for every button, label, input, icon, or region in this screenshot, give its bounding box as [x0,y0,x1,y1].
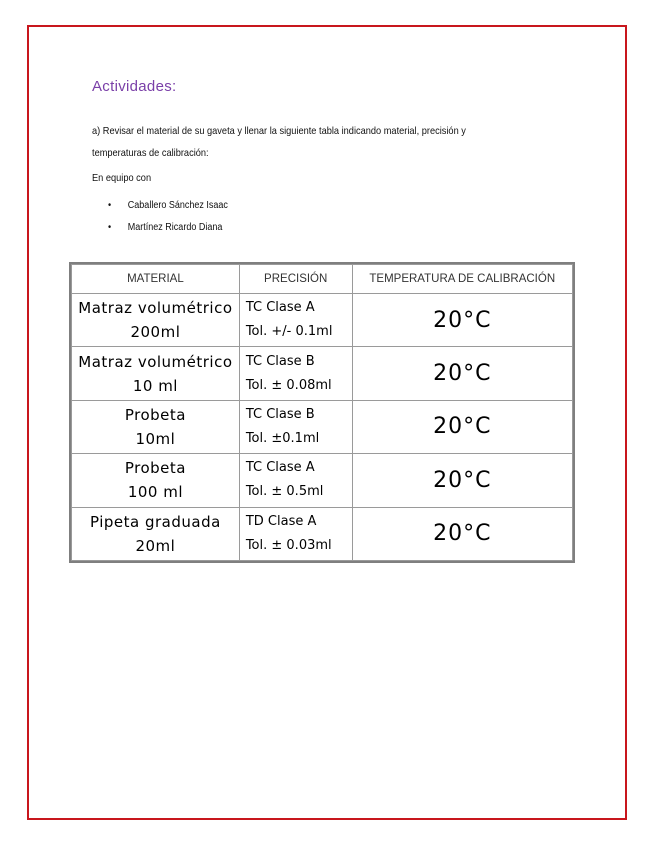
precision-class: TD Clase A [245,513,317,529]
instruction-text: a) Revisar el material de su gaveta y llenar la siguiente tabla indicando material, precisión y temperaturas de calibración: [92,125,466,159]
temperature-cell [352,294,572,347]
material-volume: 100 ml [127,483,183,502]
temperature-value: 20°C [433,361,492,387]
precision-cell [239,507,352,560]
header-material: MATERIAL [72,265,240,294]
team-label: En equipo con [92,172,152,184]
precision-class: TC Clase B [245,406,315,422]
table-row [72,454,573,507]
material-volume: 200ml [130,323,181,342]
material-cell [72,400,240,453]
table-row [72,507,573,560]
material-volume: 10ml [135,429,176,448]
precision-cell [239,347,352,400]
precision-tolerance: Tol. ±0.1ml [245,430,320,446]
material-cell [72,294,240,347]
precision-tolerance: Tol. ± 0.08ml [245,377,332,393]
material-volume: 20ml [135,536,176,555]
temperature-value: 20°C [433,521,492,547]
material-cell [72,347,240,400]
team-member-name: Martínez Ricardo Diana [127,222,223,233]
material-name: Matraz volumétrico [78,352,233,371]
material-cell [72,454,240,507]
precision-tolerance: Tol. ± 0.5ml [245,484,324,500]
table-row [72,400,573,453]
header-temperature: TEMPERATURA DE CALIBRACIÓN [352,265,572,294]
material-name: Matraz volumétrico [78,299,233,318]
calibration-table-frame [69,262,575,563]
precision-cell [239,294,352,347]
section-heading: Actividades: [92,78,177,95]
team-members-list [108,200,241,244]
material-name: Probeta [124,405,186,424]
precision-tolerance: Tol. ± 0.03ml [245,537,332,553]
bullet-icon: • [108,222,112,233]
temperature-cell [352,347,572,400]
material-name: Pipeta graduada [90,512,221,531]
table-row [72,347,573,400]
team-member [108,222,228,244]
temperature-value: 20°C [433,414,492,440]
material-cell [72,507,240,560]
team-member-name: Caballero Sánchez Isaac [127,200,228,211]
material-name: Probeta [124,459,186,478]
header-precision: PRECISIÓN [239,265,352,294]
precision-class: TC Clase A [245,300,315,316]
temperature-cell [352,507,572,560]
precision-cell [239,454,352,507]
precision-class: TC Clase B [245,353,315,369]
precision-class: TC Clase A [245,460,315,476]
team-member [108,200,228,222]
bullet-icon: • [108,200,112,211]
table-header-row [72,265,573,294]
temperature-value: 20°C [433,467,492,493]
precision-cell [239,400,352,453]
temperature-value: 20°C [433,307,492,333]
precision-tolerance: Tol. +/- 0.1ml [245,324,333,340]
temperature-cell [352,454,572,507]
material-volume: 10 ml [132,376,178,395]
table-row [72,294,573,347]
calibration-table [71,264,573,561]
temperature-cell [352,400,572,453]
